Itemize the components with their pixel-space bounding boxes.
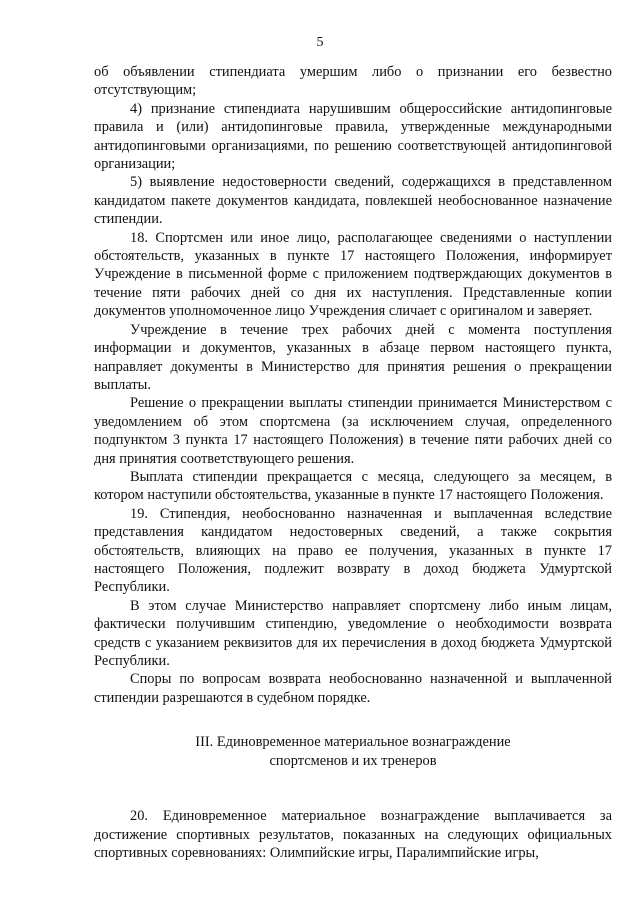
paragraph-item-5: 5) выявление недостоверности сведений, содержащихся в представленном кандидатом пакете документов кандидата, повлекшей необоснованное назначение стипендии. (94, 174, 612, 228)
section-heading-line-1: III. Единовременное материальное вознаграждение (195, 734, 511, 751)
paragraph-19-part-2: В этом случае Министерство направляет спортсмену либо иным лицам, фактически получившим стипендию, уведомление о необходимости возврата средств с указанием реквизитов для их перечисления в доход бюджета Удмуртской Республики. (94, 597, 612, 669)
paragraph-18-part-2: Учреждение в течение трех рабочих дней с момента поступления информации и документов, указанных в абзаце первом настоящего пункта, направляет документы в Министерство для принятия решения о прекращении выплаты. (94, 321, 612, 393)
paragraph-20: 20. Единовременное материальное вознаграждение выплачивается за достижение спортивных результатов, показанных на следующих официальных спортивных соревнованиях: Олимпийские игры, Паралимпийские игры, (94, 808, 612, 862)
section-heading (94, 733, 612, 771)
paragraph-continuation: об объявлении стипендиата умершим либо о признании его безвестно отсутствующим; (94, 64, 612, 99)
page-number: 5 (316, 35, 324, 50)
paragraph-19: 19. Стипендия, необоснованно назначенная и выплаченная вследствие представления кандидатом недостоверных сведений, а также сокрытия обстоятельств, влияющих на право ее получения, указанных в пункте 17 настоящего Положения, подлежит возврату в доход бюджета Удмуртской Республики. (94, 505, 612, 596)
paragraph-18-part-3: Решение о прекращении выплаты стипендии принимается Министерством с уведомлением об этом спортсмена (за исключением случая, определенного подпунктом 3 пункта 17 настоящего Положения) в течение пяти рабочих дней со дня принятия соответствующего решения. (94, 395, 612, 467)
paragraph-item-4: 4) признание стипендиата нарушившим общероссийские антидопинговые правила и (или) антидопинговые правила, утвержденные международными антидопинговыми организациями, по решению соответствующей антидопинговой организации; (94, 100, 612, 173)
section-heading-line-2: спортсменов и их тренеров (269, 753, 437, 770)
paragraph-18-part-4: Выплата стипендии прекращается с месяца, следующего за месяцем, в котором наступили обстоятельства, указанные в пункте 17 настоящего Положения. (94, 468, 612, 504)
paragraph-19-part-3: Споры по вопросам возврата необоснованно назначенной и выплаченной стипендии разрешаются в судебном порядке. (94, 671, 612, 706)
paragraph-18: 18. Спортсмен или иное лицо, располагающее сведениями о наступлении обстоятельств, указанных в пункте 17 настоящего Положения, информирует Учреждение в письменной форме с приложением подтверждающих документов в течение пяти рабочих дней со дня их наступления. Представленные копии документов уполномоченное лицо Учреждения сличает с оригиналом и заверяет. (94, 229, 612, 320)
document-body (94, 63, 612, 862)
